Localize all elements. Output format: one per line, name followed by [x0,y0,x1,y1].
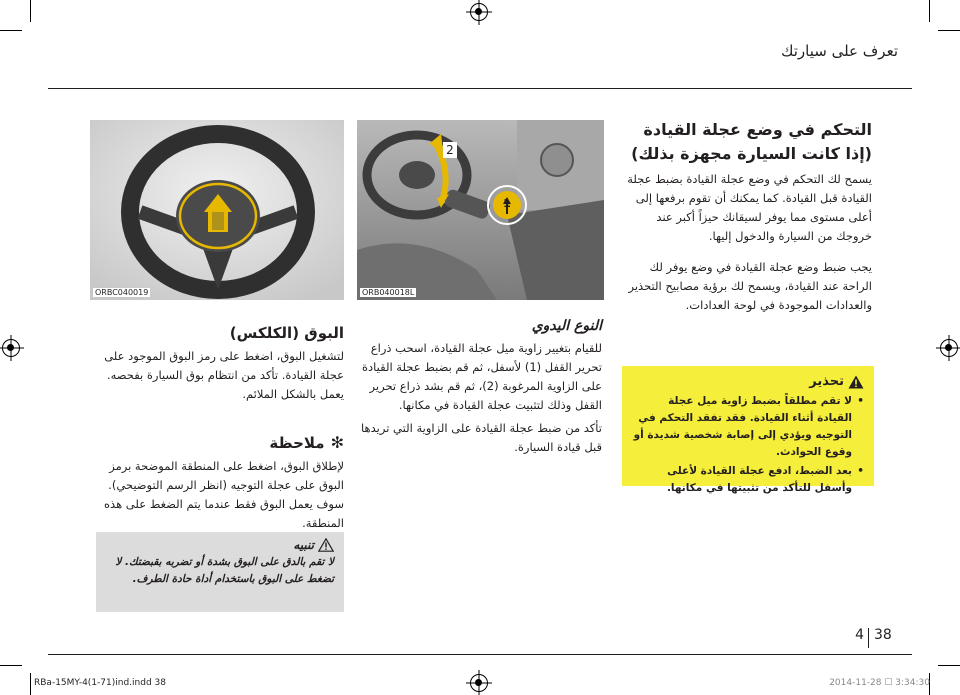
figure-label: ORBC040019 [95,288,149,297]
figure-marker-2: 2 [443,142,457,158]
crop-mark [30,673,31,695]
warning-item: • لا تقم مطلقاً بضبط زاوية ميل عجلة القيادة أثناء القيادة. فقد تفقد التحكم في التوجيه ويؤدي إلى إصابة شخصية شديدة أو وقوع الحوادث. [632,393,864,461]
type-section-title: النوع اليدوي [531,318,602,334]
figure-label: ORB040018L [362,288,415,297]
caution-triangle-icon [318,538,334,552]
note-header [90,432,344,454]
type-section-paragraph: للقيام بتغيير زاوية ميل عجلة القيادة، اسحب ذراع تحرير القفل (1) لأسفل، ثم قم بضبط عجلة القيادة على الزاوية المرغوبة (2)، ثم قم بشد ذراع تحرير القفل وذلك لتثبيت عجلة القيادة في مكانها. [362,341,602,412]
crop-mark [0,665,22,666]
caution-header [106,538,334,552]
caution-text: لا تقم بالدق على البوق بشدة أو تضربه بقبضتك. لا تضغط على البوق باستخدام أداة حادة الطرف. [115,556,334,585]
steering-wheel-illustration [90,120,344,300]
page-number-divider [868,628,869,648]
warning-title: تحذير [809,374,844,389]
caution-box [96,532,344,612]
figure-marker-1: 1 [503,197,511,210]
registration-mark-icon [470,3,488,21]
type-section [355,316,602,457]
note-section-title: ملاحظة [269,434,325,452]
registration-mark-icon [940,339,958,357]
type-section-paragraph: تأكد من ضبط عجلة القيادة على الزاوية التي تريدها قبل قيادة السيارة. [361,421,602,454]
registration-mark-icon [2,339,20,357]
steering-tilt-photo [357,120,604,300]
header-rule [48,88,912,89]
main-section-paragraph: يسمح لك التحكم في وضع عجلة القيادة بضبط عجلة القيادة قبل القيادة. كما يمكنك أن تقوم برفعها إلى أعلى مستوى مما يوفر لسيقانك حيزاً أكبر عند خروجك من السيارة والدخول إليها. [627,172,872,243]
warning-triangle-icon [848,375,864,389]
page-number: 38 [874,627,892,643]
chapter-number: 4 [855,627,864,643]
caution-title: تنبيه [293,538,314,552]
main-section [620,118,872,315]
warning-header [632,374,864,389]
crop-mark [938,30,960,31]
steering-tilt-illustration [357,120,604,300]
note-section [90,432,344,533]
warning-box [622,366,874,494]
horn-section-title: البوق (الكلكس) [229,324,344,342]
crop-mark [30,0,31,22]
crop-mark [0,30,22,31]
horn-section [90,322,344,404]
main-section-title-line2: (إذا كانت السيارة مجهزة بذلك) [631,144,872,163]
warning-item: • بعد الضبط، ادفع عجلة القيادة لأعلى وأسفل للتأكد من تثبيتها في مكانها. [632,463,864,497]
crop-mark [929,0,930,22]
crop-mark [938,665,960,666]
footer-rule [48,654,912,655]
steering-wheel-photo [90,120,344,300]
footer-file: RBa-15MY-4(1-71)ind.indd 38 [34,678,166,688]
chapter-title: تعرف على سيارتك [781,42,898,60]
footer-date: 2014-11-28 ☐ 3:34:30 [829,678,930,688]
warning-list [632,393,864,497]
main-section-paragraph: يجب ضبط وضع عجلة القيادة في وضع يوفر لك الراحة عند القيادة، ويسمح لك برؤية مصابيح التحذير والعدادات الموجودة في لوحة العدادات. [628,260,872,312]
main-section-title-line1: التحكم في وضع عجلة القيادة [643,120,872,139]
horn-section-paragraph: لتشغيل البوق، اضغط على رمز البوق الموجود على عجلة القيادة. تأكد من انتظام بوق السيارة بفحصه. يعمل بالشكل الملائم. [104,349,344,401]
note-section-paragraph: لإطلاق البوق، اضغط على المنطقة الموضحة برمز البوق على عجلة التوجيه (انظر الرسم التوضيحي). سوف يعمل البوق فقط عندما يتم الضغط على هذه المنطقة. [104,459,344,530]
registration-mark-icon [470,674,488,692]
asterisk-icon: ✻ [330,433,344,452]
